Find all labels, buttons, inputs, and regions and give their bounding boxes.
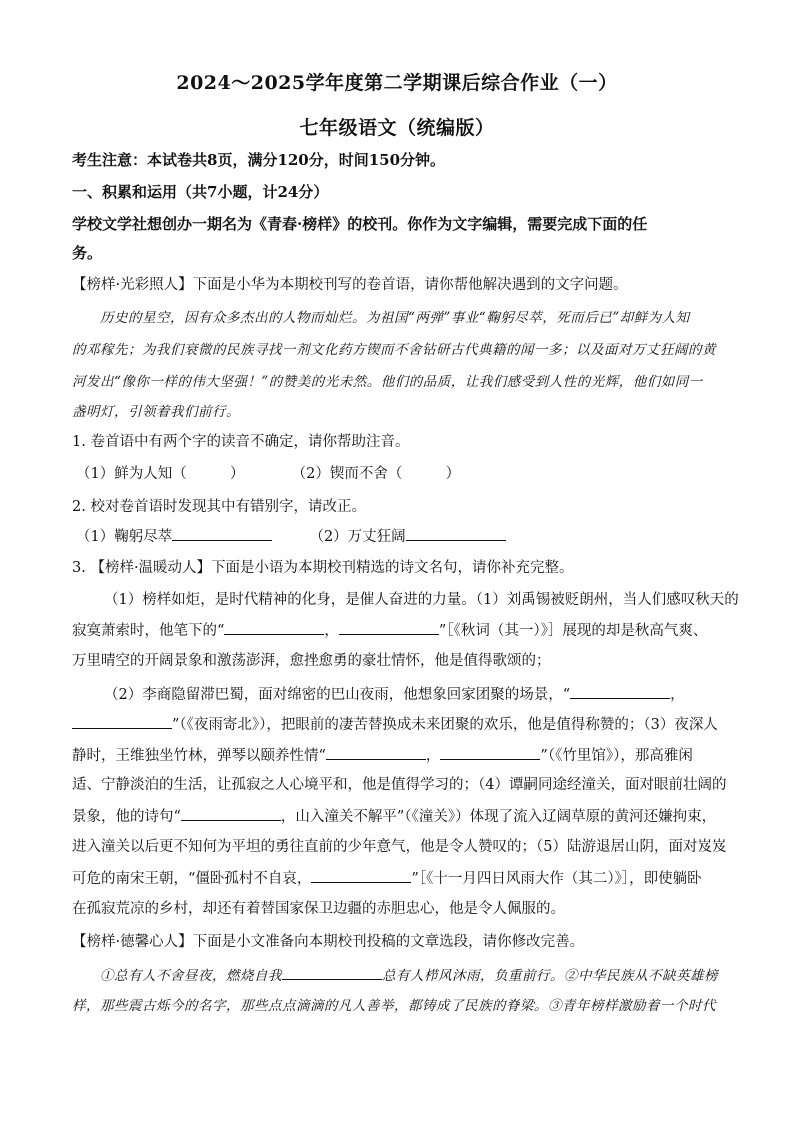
q1-item-b: （2）锲而不舍（: [291, 466, 403, 482]
q3-line: 可危的南宋王朝，“僵卧孤村不自哀， ”［《十一月四日风雨大作（其二）》］，即使躺卧: [72, 868, 722, 889]
section-heading: 一、积累和运用（共7小题，计24分）: [72, 183, 329, 201]
intro-line-2: 务。: [72, 244, 103, 262]
question-2-stem: 2. 校对卷首语时发现其中有错别字，请改正。: [72, 499, 366, 515]
q3-line: 万里晴空的开阔景象和激荡澎湃，愈挫愈勇的豪壮情怀，他是值得歌颂的；: [72, 653, 551, 669]
passage-line: 河发出“像你一样的伟大坚强！”的赞美的光未然。他们的品质，让我们感受到人性的光辉，他们如同一: [72, 374, 703, 390]
fill-blank[interactable]: [311, 868, 411, 883]
passage-line: 盏明灯，引领着我们前行。: [72, 404, 240, 420]
essay-line: ①总有人不舍昼夜，燃烧自我 总有人栉风沐雨，负重前行。②中华民族从不缺英雄榜: [100, 965, 750, 986]
q3-line: ”（《夜雨寄北》），把眼前的凄苦替换成未来团聚的欢乐，他是值得称赞的；（3）夜深人: [72, 714, 722, 735]
fill-blank[interactable]: [224, 620, 324, 635]
exam-notice: 考生注意：本试卷共8页，满分120分，时间150分钟。: [72, 151, 446, 169]
fill-blank[interactable]: [181, 806, 281, 821]
question-3-stem: 3. 【榜样·温暖动人】下面是小语为本期校刊精选的诗文名句，请你补充完整。: [72, 560, 574, 576]
part3-heading: 【榜样·德馨心人】下面是小文准备向本期校刊投稿的文章选段，请你修改完善。: [72, 934, 585, 950]
fill-blank[interactable]: [326, 745, 426, 760]
q2-item-a: （1）鞠躬尽萃: [76, 529, 173, 545]
question-2-items: [76, 526, 726, 547]
essay-line: 样，那些震古烁今的名字，那些点点滴滴的凡人善举，都铸成了民族的脊梁。③青年榜样激励着一个时代: [72, 998, 716, 1014]
q1-item-b-close: ）: [445, 466, 461, 482]
fill-blank[interactable]: [282, 965, 382, 980]
question-1-stem: 1. 卷首语中有两个字的读音不确定，请你帮助注音。: [72, 434, 410, 450]
q2-item-b: （2）万丈狂阔: [309, 529, 406, 545]
passage-line: 的邓稼先；为我们衰微的民族寻找一剂文化药方锲而不舍钻研古代典籍的闻一多；以及面对万丈狂阔的黄: [72, 342, 716, 358]
q3-line: 静时，王维独坐竹林，弹琴以颐养性情“ ， ”（《竹里馆》），那高雅闲: [72, 745, 722, 766]
question-1-items: [76, 464, 726, 484]
q1-item-a-close: ）: [229, 466, 245, 482]
fill-blank[interactable]: [72, 714, 172, 729]
q3-line: （1）榜样如炬，是时代精神的化身，是催人奋进的力量。（1）刘禹锡被贬朗州，当人们感叹秋天的: [104, 592, 739, 608]
fill-blank[interactable]: [440, 745, 540, 760]
q3-line: 景象，他的诗句“ ，山入潼关不解平”（《潼关》）体现了流入辽阔草原的黄河还嫌拘束，: [72, 806, 722, 827]
fill-blank[interactable]: [339, 620, 439, 635]
q3-line: （2）李商隐留滞巴蜀，面对绵密的巴山夜雨，他想象回家团聚的场景，“ ，: [104, 684, 754, 705]
q2-answer-b[interactable]: [406, 526, 506, 541]
q3-line: 在孤寂荒凉的乡村，却还有着替国家保卫边疆的赤胆忠心，他是令人佩服的。: [72, 901, 565, 917]
exam-subtitle: 七年级语文（统编版）: [299, 117, 495, 139]
exam-title: 2024～2025学年度第二学期课后综合作业（一）: [176, 72, 618, 94]
q3-line: 寂寞萧索时，他笔下的“ ， ”［《秋词（其一）》］展现的却是秋高气爽、: [72, 620, 722, 641]
q1-item-a: （1）鲜为人知（: [76, 466, 187, 482]
q2-answer-a[interactable]: [172, 526, 272, 541]
fill-blank[interactable]: [570, 684, 670, 699]
passage-line: 历史的星空，因有众多杰出的人物而灿烂。为祖国“两弹”事业“鞠躬尽萃，死而后已”却鲜为人知: [100, 310, 690, 326]
q3-line: 进入潼关以后更不知何为平坦的勇往直前的少年意气，他是令人赞叹的；（5）陆游退居山阴，面对岌岌: [72, 839, 727, 855]
q3-line: 适、宁静淡泊的生活，让孤寂之人心境平和，他是值得学习的；（4）谭嗣同途经潼关，面对眼前壮阔的: [72, 777, 727, 793]
part1-heading: 【榜样·光彩照人】下面是小华为本期校刊写的卷首语，请你帮他解决遇到的文字问题。: [72, 277, 628, 293]
intro-line-1: 学校文学社想创办一期名为《青春·榜样》的校刊。你作为文字编辑，需要完成下面的任: [72, 215, 648, 233]
